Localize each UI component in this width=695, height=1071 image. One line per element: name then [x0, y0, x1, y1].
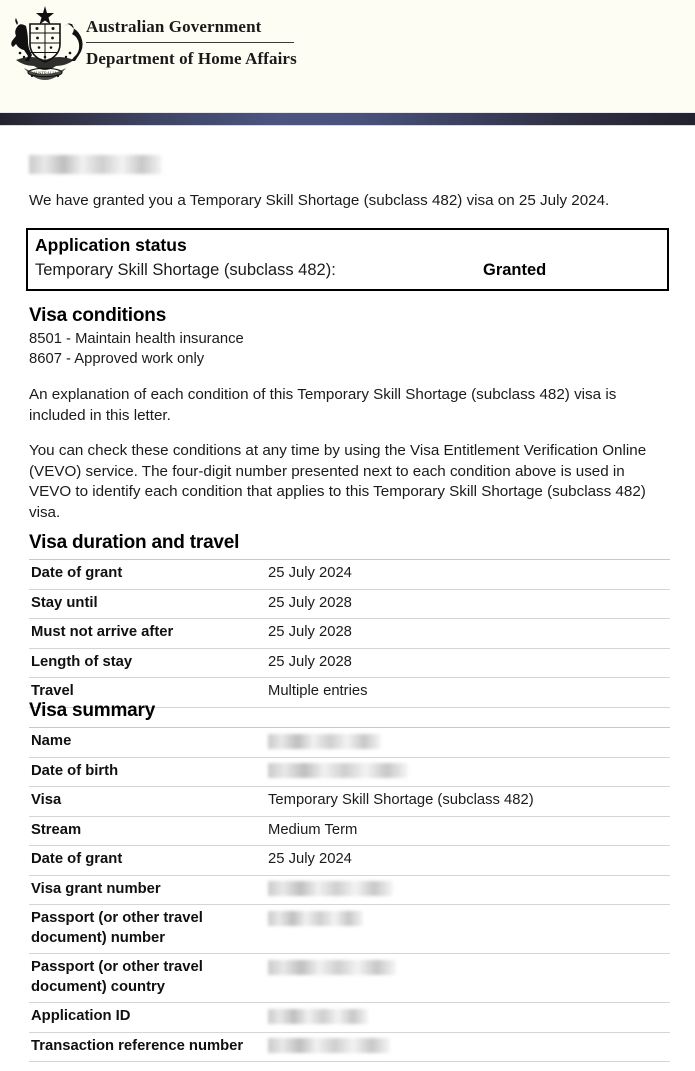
row-value: Multiple entries — [266, 678, 670, 708]
table-row — [29, 560, 670, 590]
row-label: Stream — [29, 816, 266, 846]
row-value: 25 July 2028 — [266, 589, 670, 619]
row-value: 25 July 2028 — [266, 648, 670, 678]
table-row — [29, 846, 670, 876]
row-label: Stay until — [29, 589, 266, 619]
row-value — [266, 757, 670, 787]
application-status-box — [26, 228, 669, 291]
redacted-application-id-value — [268, 1009, 368, 1024]
row-value — [266, 875, 670, 905]
row-value: Medium Term — [266, 816, 670, 846]
header-color-band — [0, 112, 695, 126]
list-item: 8607 - Approved work only — [29, 350, 629, 370]
table-row — [29, 648, 670, 678]
redacted-passport-number-value — [268, 911, 363, 926]
row-label: Application ID — [29, 1003, 266, 1033]
table-row — [29, 1032, 670, 1062]
table-row — [29, 954, 670, 1003]
row-label: Passport (or other travel document) number — [29, 905, 266, 954]
row-label: Date of grant — [29, 560, 266, 590]
redacted-transaction-reference-value — [268, 1038, 390, 1053]
header-divider-rule — [86, 42, 294, 43]
visa-summary-heading: Visa summary — [29, 699, 155, 723]
redacted-name-value — [268, 734, 381, 749]
row-label: Travel — [29, 678, 266, 708]
row-value: 25 July 2024 — [266, 560, 670, 590]
table-bottom-rule — [29, 1062, 670, 1071]
department-of-home-affairs-label: Department of Home Affairs — [86, 48, 406, 70]
visa-summary-table — [29, 727, 670, 1071]
row-label: Length of stay — [29, 648, 266, 678]
vevo-information-paragraph: You can check these conditions at any time by using the Visa Entitlement Verification Online (VEVO) service. The four-digit number presented next to each condition above is used in VEVO to identify each condition that applies to this Temporary Skill Shortage (subclass 482) visa. — [29, 441, 669, 523]
row-value — [266, 954, 670, 1003]
row-label: Must not arrive after — [29, 619, 266, 649]
visa-conditions-list — [29, 330, 629, 369]
table-row — [29, 589, 670, 619]
table-row — [29, 728, 670, 758]
row-value — [266, 905, 670, 954]
redacted-date-of-birth-value — [268, 763, 408, 778]
application-status-row — [35, 258, 665, 284]
redacted-visa-grant-number-value — [268, 881, 393, 896]
application-status-title: Application status — [35, 234, 187, 256]
row-value — [266, 1032, 670, 1062]
table-row — [29, 787, 670, 817]
recipient-name-block — [29, 155, 162, 174]
row-label: Name — [29, 728, 266, 758]
row-value — [266, 1003, 670, 1033]
visa-duration-heading: Visa duration and travel — [29, 531, 239, 555]
application-status-visa-label: Temporary Skill Shortage (subclass 482): — [35, 258, 336, 282]
status-badge: Granted — [483, 258, 546, 282]
row-value: Temporary Skill Shortage (subclass 482) — [266, 787, 670, 817]
row-label: Date of grant — [29, 846, 266, 876]
redacted-recipient-name — [29, 155, 162, 174]
table-row — [29, 619, 670, 649]
table-row — [29, 905, 670, 954]
row-label: Transaction reference number — [29, 1032, 266, 1062]
visa-duration-table — [29, 559, 670, 717]
table-row — [29, 1003, 670, 1033]
row-value: 25 July 2028 — [266, 619, 670, 649]
visa-conditions-heading: Visa conditions — [29, 304, 166, 328]
conditions-explanation-paragraph: An explanation of each condition of this Temporary Skill Shortage (subclass 482) visa is included in this letter. — [29, 385, 669, 426]
svg-text:AUSTRALIA: AUSTRALIA — [33, 71, 57, 76]
table-row — [29, 757, 670, 787]
row-label: Visa — [29, 787, 266, 817]
row-value — [266, 728, 670, 758]
row-value: 25 July 2024 — [266, 846, 670, 876]
list-item: 8501 - Maintain health insurance — [29, 330, 629, 350]
row-label: Passport (or other travel document) country — [29, 954, 266, 1003]
header-wordmark — [86, 16, 406, 70]
document-header — [0, 0, 695, 112]
australian-coat-of-arms-icon — [6, 4, 84, 86]
intro-paragraph: We have granted you a Temporary Skill Shortage (subclass 482) visa on 25 July 2024. — [29, 191, 669, 211]
australian-government-label: Australian Government — [86, 16, 406, 38]
redacted-passport-country-value — [268, 960, 396, 975]
row-label: Visa grant number — [29, 875, 266, 905]
row-label: Date of birth — [29, 757, 266, 787]
table-row — [29, 875, 670, 905]
table-row — [29, 816, 670, 846]
